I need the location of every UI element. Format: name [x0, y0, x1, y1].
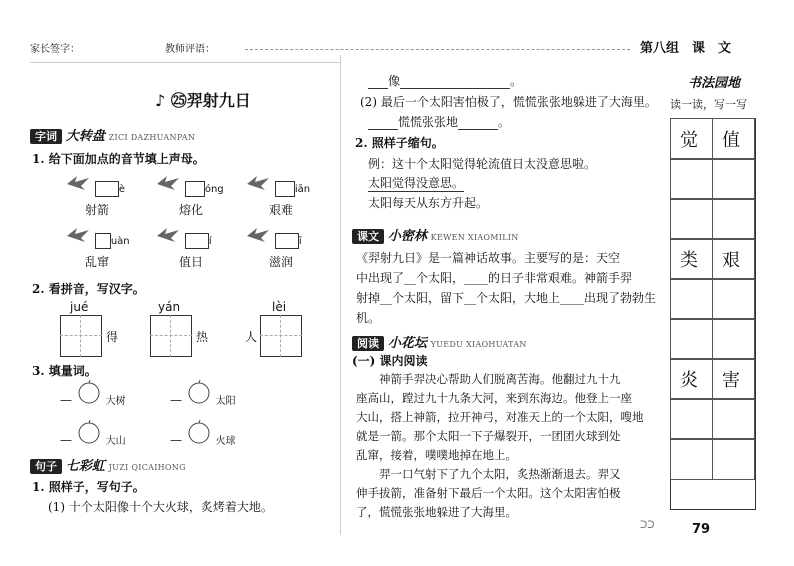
header-divider	[245, 49, 630, 50]
bird-icon	[245, 224, 271, 244]
section-name: 七彩虹	[65, 459, 105, 474]
left-top-rule	[30, 62, 340, 63]
apple-icon	[76, 378, 102, 404]
q1-word: 射箭	[85, 202, 110, 217]
q3-item: — 大树	[60, 378, 126, 407]
q1-item: uàn 乱窜	[65, 224, 130, 270]
q1-grid	[65, 172, 325, 272]
q3-item: — 大山	[60, 418, 126, 447]
q1-item: ī 滋润	[245, 224, 302, 270]
apple-icon	[76, 418, 102, 444]
q4-line2-task: 慌慌张张地 。	[368, 113, 510, 130]
section-tag: 课文	[352, 229, 384, 244]
section-name: 大转盘	[65, 129, 105, 144]
initial-answer-box[interactable]	[185, 181, 205, 197]
section-pinyin: ZICI DAZHUANPAN	[108, 133, 196, 142]
q4-prompt: 1. 照样子，写句子。	[32, 480, 145, 494]
kewen-passage: 《羿射九日》是一篇神话故事。主要写的是：天空 中出现了__个太阳，____的日子非常艰难。神箭手羿 射掉__个太阳，留下__个太阳，大地上____出现了勃勃生 机。	[356, 251, 657, 325]
bird-icon	[65, 224, 91, 244]
writing-box[interactable]	[712, 438, 755, 480]
writing-box[interactable]	[712, 158, 755, 200]
q1-word: 滋润	[269, 254, 294, 269]
q1-item: óng 熔化	[155, 172, 224, 218]
writing-box[interactable]	[670, 198, 713, 240]
unit-title: 第八组 课 文	[640, 41, 732, 56]
q1-word: 乱窜	[85, 254, 110, 269]
q3-prompt: 3. 填量词。	[32, 364, 97, 378]
bird-icon	[155, 172, 181, 192]
q1-word: 熔化	[179, 202, 204, 217]
section-yuedu-header	[352, 332, 527, 351]
q1-item: iān 艰难	[245, 172, 310, 218]
q5-task: 太阳每天从东方升起。	[368, 196, 489, 210]
writing-box[interactable]	[60, 315, 102, 357]
q2-pinyin: jué	[70, 300, 89, 314]
bird-icon	[65, 172, 91, 192]
section-kewen-header	[352, 225, 519, 244]
section-pinyin: YUEDU XIAOHUATAN	[430, 340, 527, 349]
writing-box[interactable]	[150, 315, 192, 357]
q2-suffix: 得	[106, 330, 119, 344]
writing-box[interactable]	[670, 438, 713, 480]
q3-item: — 火球	[170, 418, 236, 447]
q5-prompt: 2. 照样子缩句。	[355, 136, 444, 150]
calligraphy-char: 害	[722, 370, 740, 391]
section-pinyin: KEWEN XIAOMILIN	[430, 233, 519, 242]
music-note-icon: ♪	[155, 91, 166, 110]
bird-icon	[245, 172, 271, 192]
q1-prompt: 1. 给下面加点的音节填上声母。	[32, 152, 205, 166]
section-pinyin: JUZI QICAIHONG	[108, 463, 186, 472]
apple-icon	[186, 418, 212, 444]
q1-item: è 射箭	[65, 172, 125, 218]
q1-word: 值日	[179, 254, 204, 269]
q5-answer: 太阳觉得没意思。	[368, 176, 465, 190]
lesson-title: ♪ ㉕羿射九日	[155, 91, 251, 110]
section-tag: 字词	[30, 129, 62, 144]
footer-ornament: ᑐᑐ	[640, 520, 655, 531]
writing-box[interactable]	[670, 318, 713, 360]
parent-sign-label: 家长签字：	[30, 44, 80, 55]
q4-line2: (2) 最后一个太阳害怕极了，慌慌张张地躲进了大海里。	[360, 95, 657, 109]
initial-answer-box[interactable]	[185, 233, 209, 249]
initial-answer-box[interactable]	[275, 181, 295, 197]
q2-prefix: 人	[245, 330, 258, 344]
calligraphy-char: 艰	[722, 250, 740, 271]
writing-box[interactable]	[712, 398, 755, 440]
q4-line1: (1) 十个太阳像十个大火球，炙烤着大地。	[48, 500, 273, 514]
writing-box[interactable]	[670, 158, 713, 200]
calligraphy-char: 值	[722, 130, 740, 151]
q5-example: 例：这十个太阳觉得轮流值日太没意思啦。	[368, 157, 597, 171]
bird-icon	[155, 224, 181, 244]
initial-answer-box[interactable]	[95, 233, 111, 249]
section-name: 小密林	[387, 229, 427, 244]
q2-pinyin: yán	[158, 300, 181, 314]
initial-answer-box[interactable]	[95, 181, 119, 197]
calligraphy-char: 觉	[680, 130, 698, 151]
writing-box[interactable]	[260, 315, 302, 357]
reading-heading: (一) 课内阅读	[352, 354, 428, 368]
section-zici-header	[30, 125, 195, 144]
calligraphy-char: 炎	[680, 370, 698, 391]
q4-continuation: 像 。	[368, 72, 522, 89]
q2-prompt: 2. 看拼音，写汉字。	[32, 282, 145, 296]
column-divider	[340, 55, 341, 535]
q2-pinyin: lèi	[272, 300, 287, 314]
section-name: 小花坛	[387, 336, 427, 351]
calligraphy-title: 书法园地	[688, 76, 741, 91]
page-number: 79	[692, 522, 711, 537]
q2-suffix: 热	[196, 330, 209, 344]
q1-word: 艰难	[269, 202, 294, 217]
q3-item: — 太阳	[170, 378, 236, 407]
teacher-comment-label: 教师评语：	[165, 44, 215, 55]
section-juzi-header	[30, 455, 186, 474]
writing-box[interactable]	[670, 398, 713, 440]
section-tag: 句子	[30, 459, 62, 474]
section-tag: 阅读	[352, 336, 384, 351]
writing-box[interactable]	[712, 198, 755, 240]
calligraphy-subtitle: 读一读，写一写	[670, 98, 747, 111]
writing-box[interactable]	[712, 318, 755, 360]
writing-box[interactable]	[670, 278, 713, 320]
apple-icon	[186, 378, 212, 404]
reading-passage: 神箭手羿决心帮助人们脱离苦海。他翻过九十九 座高山，蹚过九十九条大河，来到东海边。他登上一座 大山，搭上神箭，拉开神弓，对准天上的一个太阳，嗖地 就是一箭。那个太阳一下子爆裂开，一团团火球到处 乱窜，接着，噗噗地掉在地上。 羿一口气射下了九个太阳，炙热渐渐退去。羿又 伸手拔箭，准备射下最后一个太阳。这个太阳害怕极 了，慌慌张张地躲进了大海里。	[356, 372, 644, 519]
writing-box[interactable]	[712, 278, 755, 320]
q1-item: í 值日	[155, 224, 212, 270]
initial-answer-box[interactable]	[275, 233, 299, 249]
calligraphy-char: 类	[680, 250, 698, 271]
